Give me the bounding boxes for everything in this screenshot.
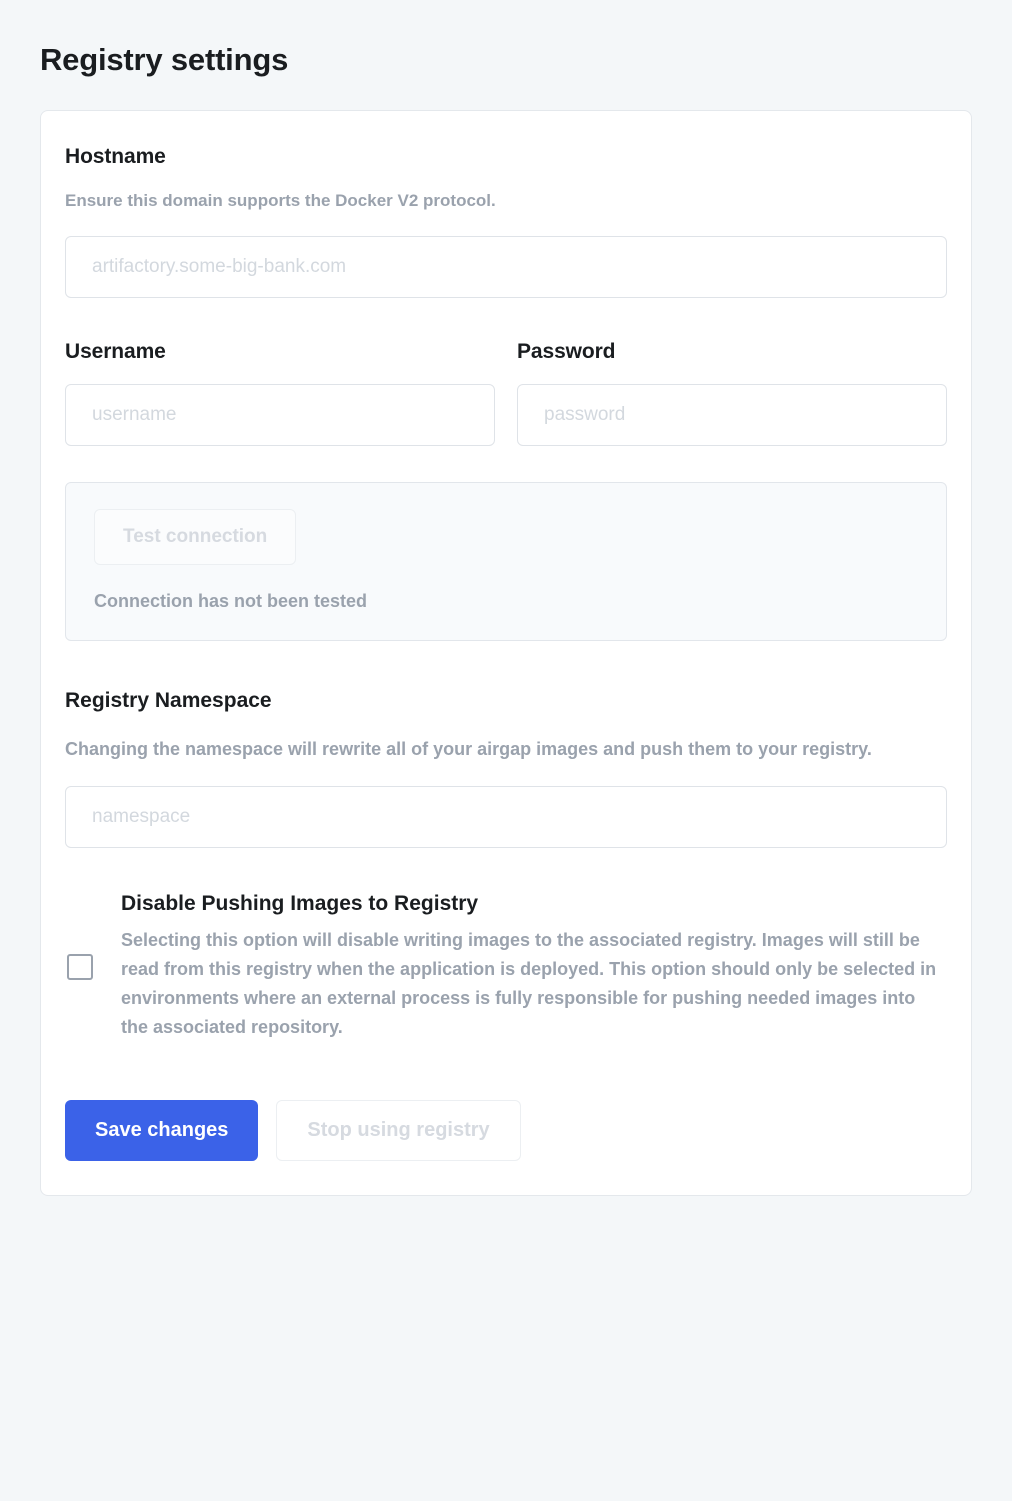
- password-input[interactable]: [517, 384, 947, 446]
- disable-push-row: [65, 892, 947, 1043]
- disable-push-checkbox[interactable]: [67, 954, 93, 980]
- username-field-group: [65, 340, 495, 446]
- test-connection-status: Connection has not been tested: [94, 590, 368, 611]
- credentials-row: [65, 340, 947, 446]
- password-field-group: [517, 340, 947, 446]
- hostname-label: Hostname: [65, 145, 166, 168]
- stop-using-registry-button[interactable]: Stop using registry: [276, 1100, 520, 1161]
- hostname-help-text: Ensure this domain supports the Docker V2 protocol.: [65, 191, 496, 210]
- page-title: Registry settings: [40, 42, 289, 77]
- disable-push-description: Selecting this option will disable writing images to the associated registry. Images will still be read from this registry when the application is deployed. This option should only be selected in environments where an external process is fully responsible for pushing needed images into the associated repository.: [121, 929, 937, 1038]
- username-input[interactable]: [65, 384, 495, 446]
- registry-settings-card: [40, 110, 972, 1196]
- hostname-input[interactable]: [65, 236, 947, 298]
- password-label: Password: [517, 339, 616, 363]
- form-actions: [65, 1100, 947, 1161]
- disable-push-title: Disable Pushing Images to Registry: [121, 891, 479, 915]
- test-connection-panel: [65, 482, 947, 641]
- registry-namespace-help-text: Changing the namespace will rewrite all of your airgap images and push them to your registry.: [65, 738, 872, 759]
- username-label: Username: [65, 339, 166, 363]
- save-changes-button[interactable]: Save changes: [65, 1100, 258, 1161]
- registry-namespace-input[interactable]: [65, 786, 947, 848]
- registry-namespace-label: Registry Namespace: [65, 688, 272, 712]
- disable-push-content: [121, 892, 947, 1043]
- test-connection-button[interactable]: Test connection: [94, 509, 296, 565]
